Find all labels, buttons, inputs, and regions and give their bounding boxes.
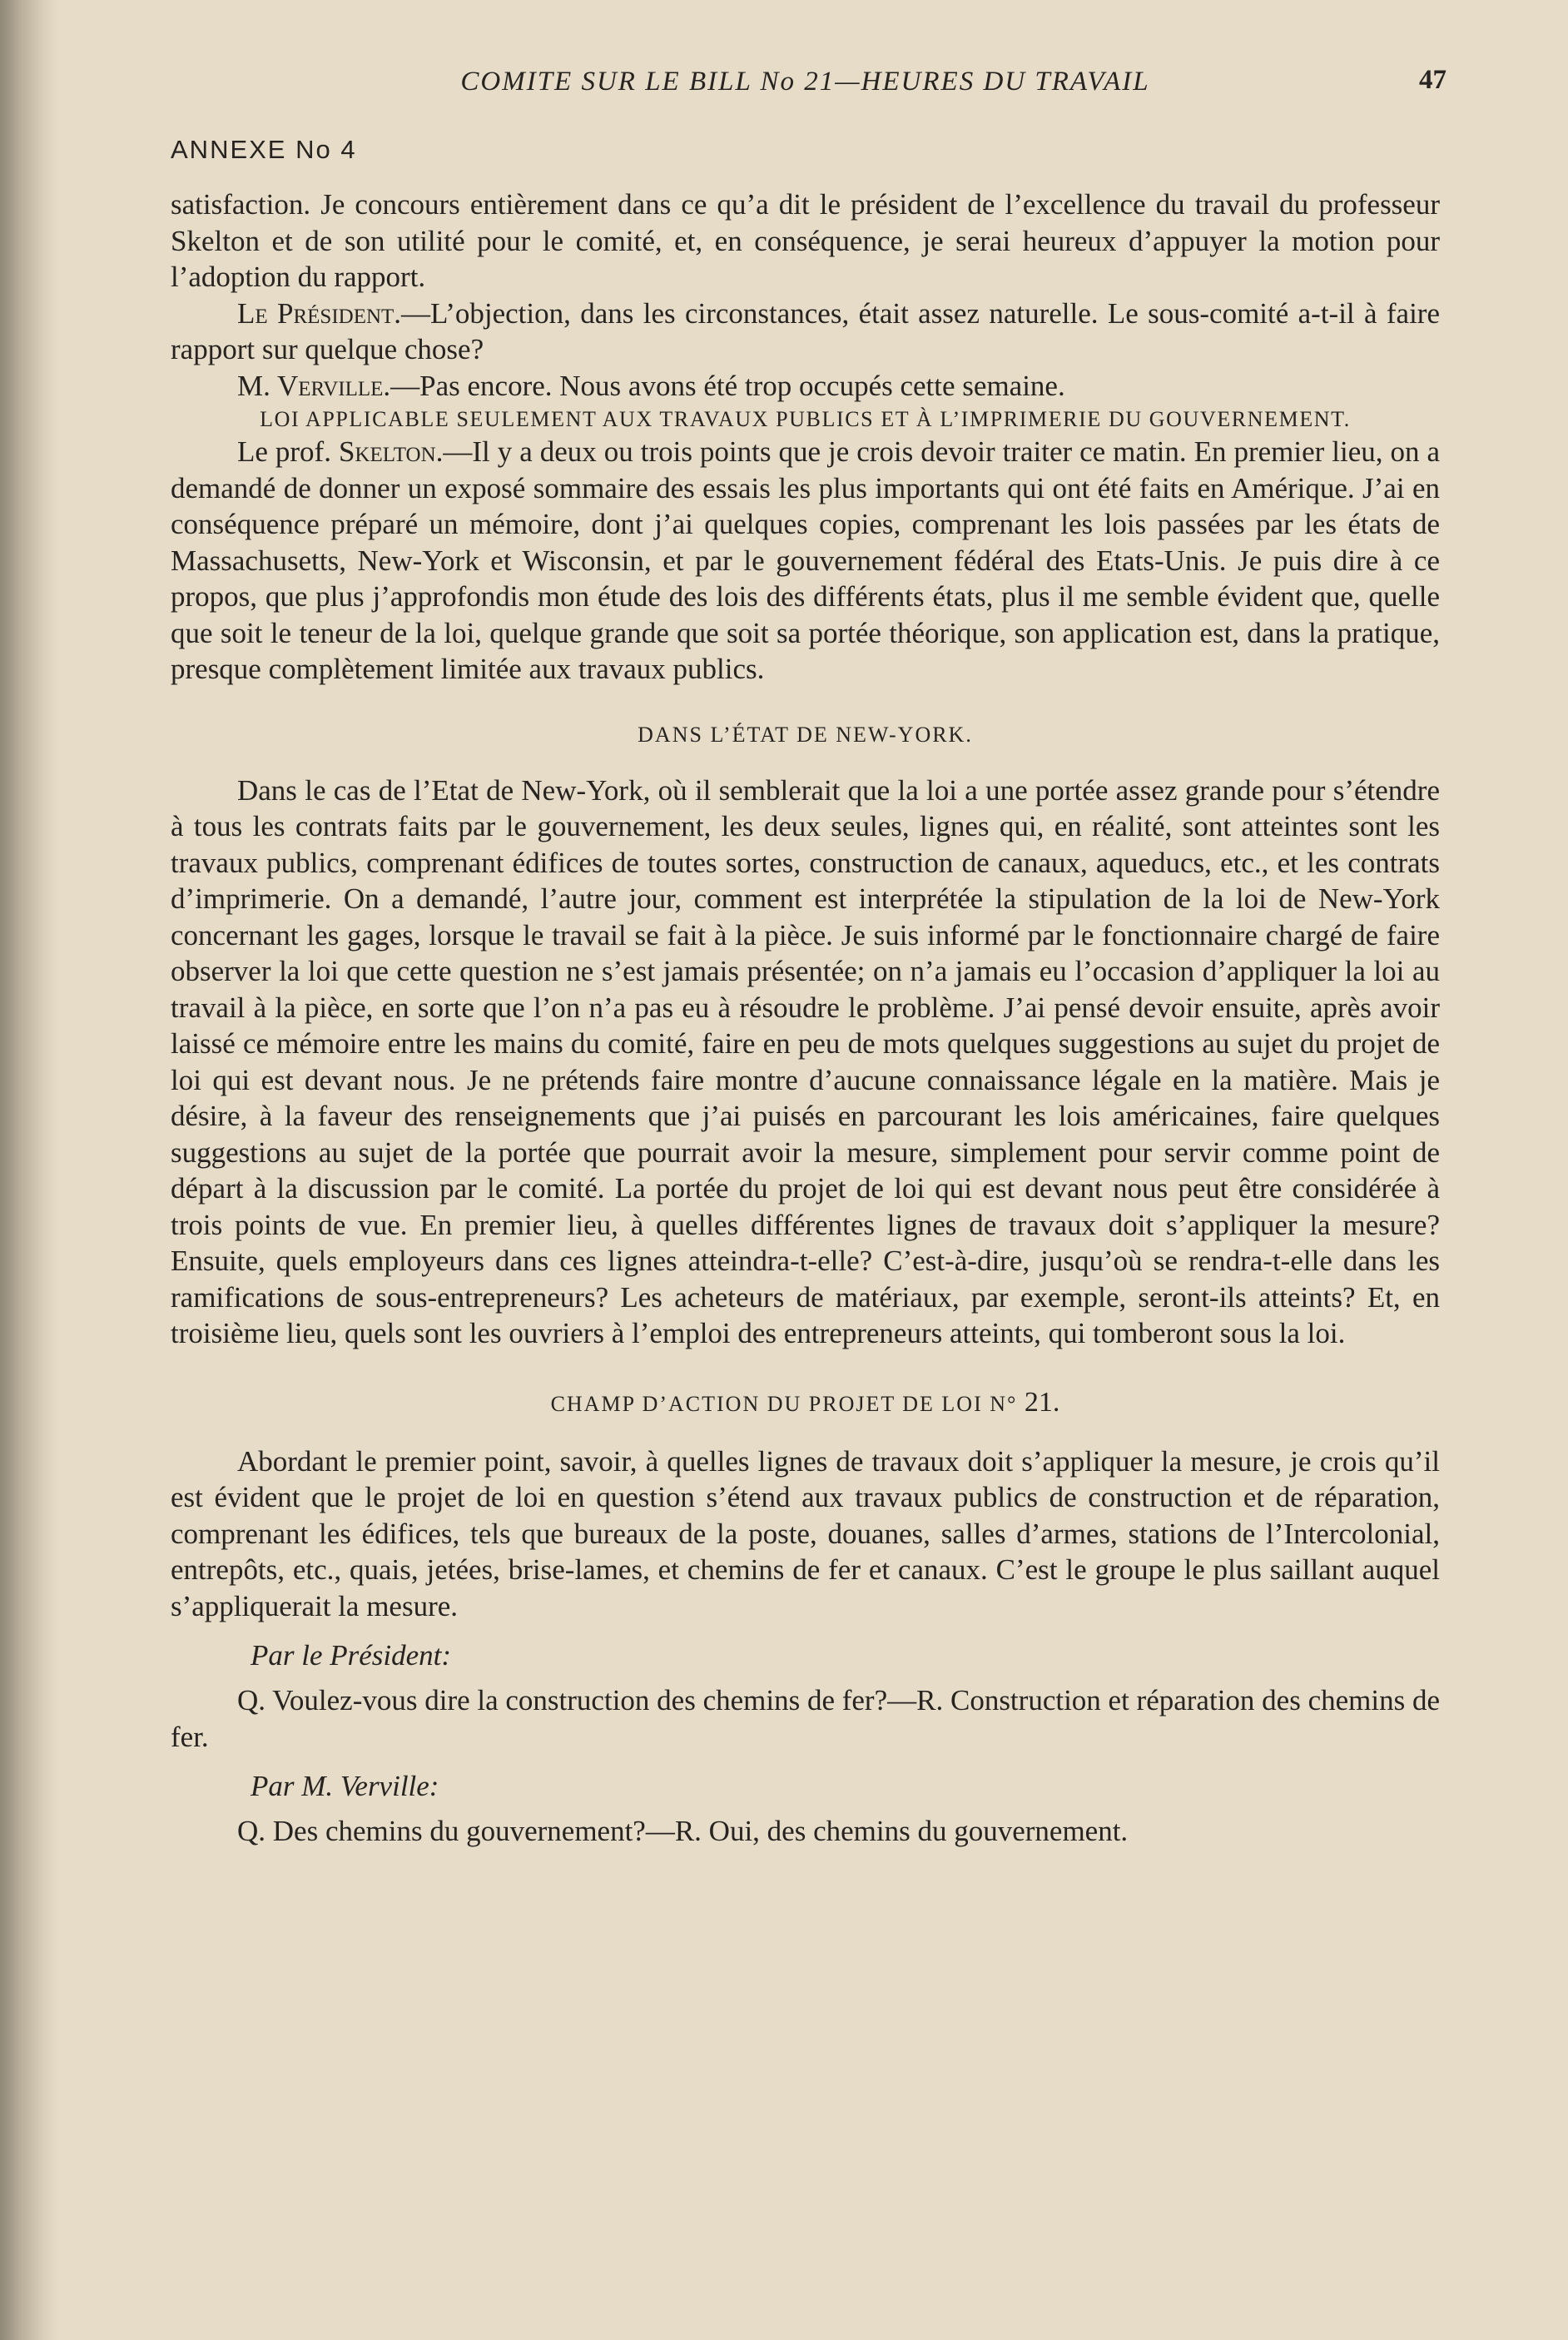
interlocutor-verville: Par M. Verville: xyxy=(251,1770,439,1802)
question-answer: Q. Des chemins du gouvernement?—R. Oui, des chemins du gouvernement. xyxy=(237,1815,1129,1847)
speaker-text: —Il y a deux ou trois points que je crois devoir traiter ce matin. En premier lieu, on a demandé de donner un exposé sommaire des essais les plus importants qui ont été faits en Amérique. J’ai en conséquence préparé un mémoire, dont j’ai quelques copies, comprenant les lois passées par les états de Massachusetts, New-York et Wisconsin, et par le gouvernement fédéral des Etats-Unis. Je puis dire à ce propos, que plus j’approfondis mon étude des lois des différents états, plus il me semble évident que, quelle que soit le teneur de la loi, quelque grande que soit sa portée théorique, son application est, dans la pratique, presque complètement limitée aux travaux publics. xyxy=(171,435,1440,685)
section-heading-champ-action xyxy=(171,1387,1440,1418)
question-answer: Q. Voulez-vous dire la construction des chemins de fer?—R. Construction et réparation des chemins de fer. xyxy=(171,1684,1440,1753)
bill-number: 21. xyxy=(1024,1386,1060,1418)
speaker-name: Skelton. xyxy=(338,435,444,468)
section-heading-new-york: DANS L’ÉTAT DE NEW-YORK. xyxy=(638,722,973,747)
speaker-prefix: Le prof. xyxy=(237,435,339,468)
speaker-name: M. Verville. xyxy=(237,369,391,402)
running-head xyxy=(171,58,1446,108)
section-heading-text: CHAMP D’ACTION DU PROJET DE LOI N° xyxy=(550,1391,1018,1416)
paragraph-champ-action: Abordant le premier point, savoir, à quelles lignes de travaux doit s’appliquer la mesure, je crois qu’il est évident que le projet de loi en question s’étend aux travaux publics de construction et de réparation, comprenant les édifices, tels que bureaux de la poste, douanes, salles d’armes, stations de l’Intercolonial, entrepôts, etc., quais, jetées, brise-lames, et chemins de fer et canaux. C’est le groupe le plus saillant auquel s’appliquerait la mesure. xyxy=(171,1444,1440,1622)
interlocutor-president: Par le Président: xyxy=(251,1639,452,1672)
paragraph-continuation: satisfaction. Je concours entièrement dans ce qu’a dit le président de l’excellence du travail du professeur Skelton et de son utilité pour le comité, et, en conséquence, je serai heureux d’appuyer la motion pour l’adoption du rapport. xyxy=(171,188,1440,293)
annexe-label: ANNEXE No 4 xyxy=(171,135,357,164)
speaker-text: —L’objection, dans les circonstances, était assez naturelle. Le sous-comité a-t-il à faire rapport sur quelque chose? xyxy=(171,296,1440,365)
binding-shadow xyxy=(0,0,58,2340)
paragraph-president xyxy=(171,296,1440,368)
inline-subheading: LOI APPLICABLE SEULEMENT AUX TRAVAUX PUBLICS ET À L’IMPRIMERIE DU GOUVERNEMENT. xyxy=(260,407,1351,431)
speaker-name: Le Président. xyxy=(237,296,402,330)
running-title: COMITE SUR LE BILL No 21—HEURES DU TRAVAIL xyxy=(460,67,1150,97)
page-number: 47 xyxy=(1419,65,1446,95)
document-page xyxy=(171,58,1446,1850)
paragraph-skelton xyxy=(171,434,1440,688)
paragraph-new-york: Dans le cas de l’Etat de New-York, où il semblerait que la loi a une portée assez grande pour s’étendre à tous les contrats faits par le gouvernement, les deux seules, lignes qui, en réalité, sont atteintes sont les travaux publics, comprenant édifices de toutes sortes, construction de canaux, aqueducs, etc., et les contrats d’imprimerie. On a demandé, l’autre jour, comment est interprétée la stipulation de la loi de New-York concernant les gages, lorsque le travail se fait à la pièce. Je suis informé par le fonctionnaire chargé de faire observer la loi que cette question ne s’est jamais présentée; on n’a jamais eu l’occasion d’appliquer la loi au travail à la pièce, en sorte que l’on n’a pas eu à résoudre le problème. J’ai pensé devoir ensuite, après avoir laissé ce mémoire entre les mains du comité, faire en peu de mots quelques suggestions au sujet du projet de loi qui est devant nous. Je ne prétends faire montre d’aucune connaissance légale en la matière. Mais je désire, à la faveur des renseignements que j’ai puisés en parcourant les lois américaines, faire quelques suggestions au sujet de la portée que pourrait avoir la mesure, simplement pour servir comme point de départ à la discussion par le comité. La portée du projet de loi qui est devant nous peut être considérée à trois points de vue. En premier lieu, à quelles différentes lignes de travaux doit s’appliquer la mesure? Ensuite, quels employeurs dans ces lignes atteindra-t-elle? C’est-à-dire, jusqu’où se rendra-t-elle dans les ramifications de sous-entrepreneurs? Les acheteurs de matériaux, par exemple, seront-ils atteints? Et, en troisième lieu, quels sont les ouvriers à l’emploi des entrepreneurs atteints, qui tomberont sous la loi. xyxy=(171,773,1440,1349)
speaker-text: —Pas encore. Nous avons été trop occupés cette semaine. xyxy=(390,369,1065,402)
paragraph-verville xyxy=(171,368,1440,405)
